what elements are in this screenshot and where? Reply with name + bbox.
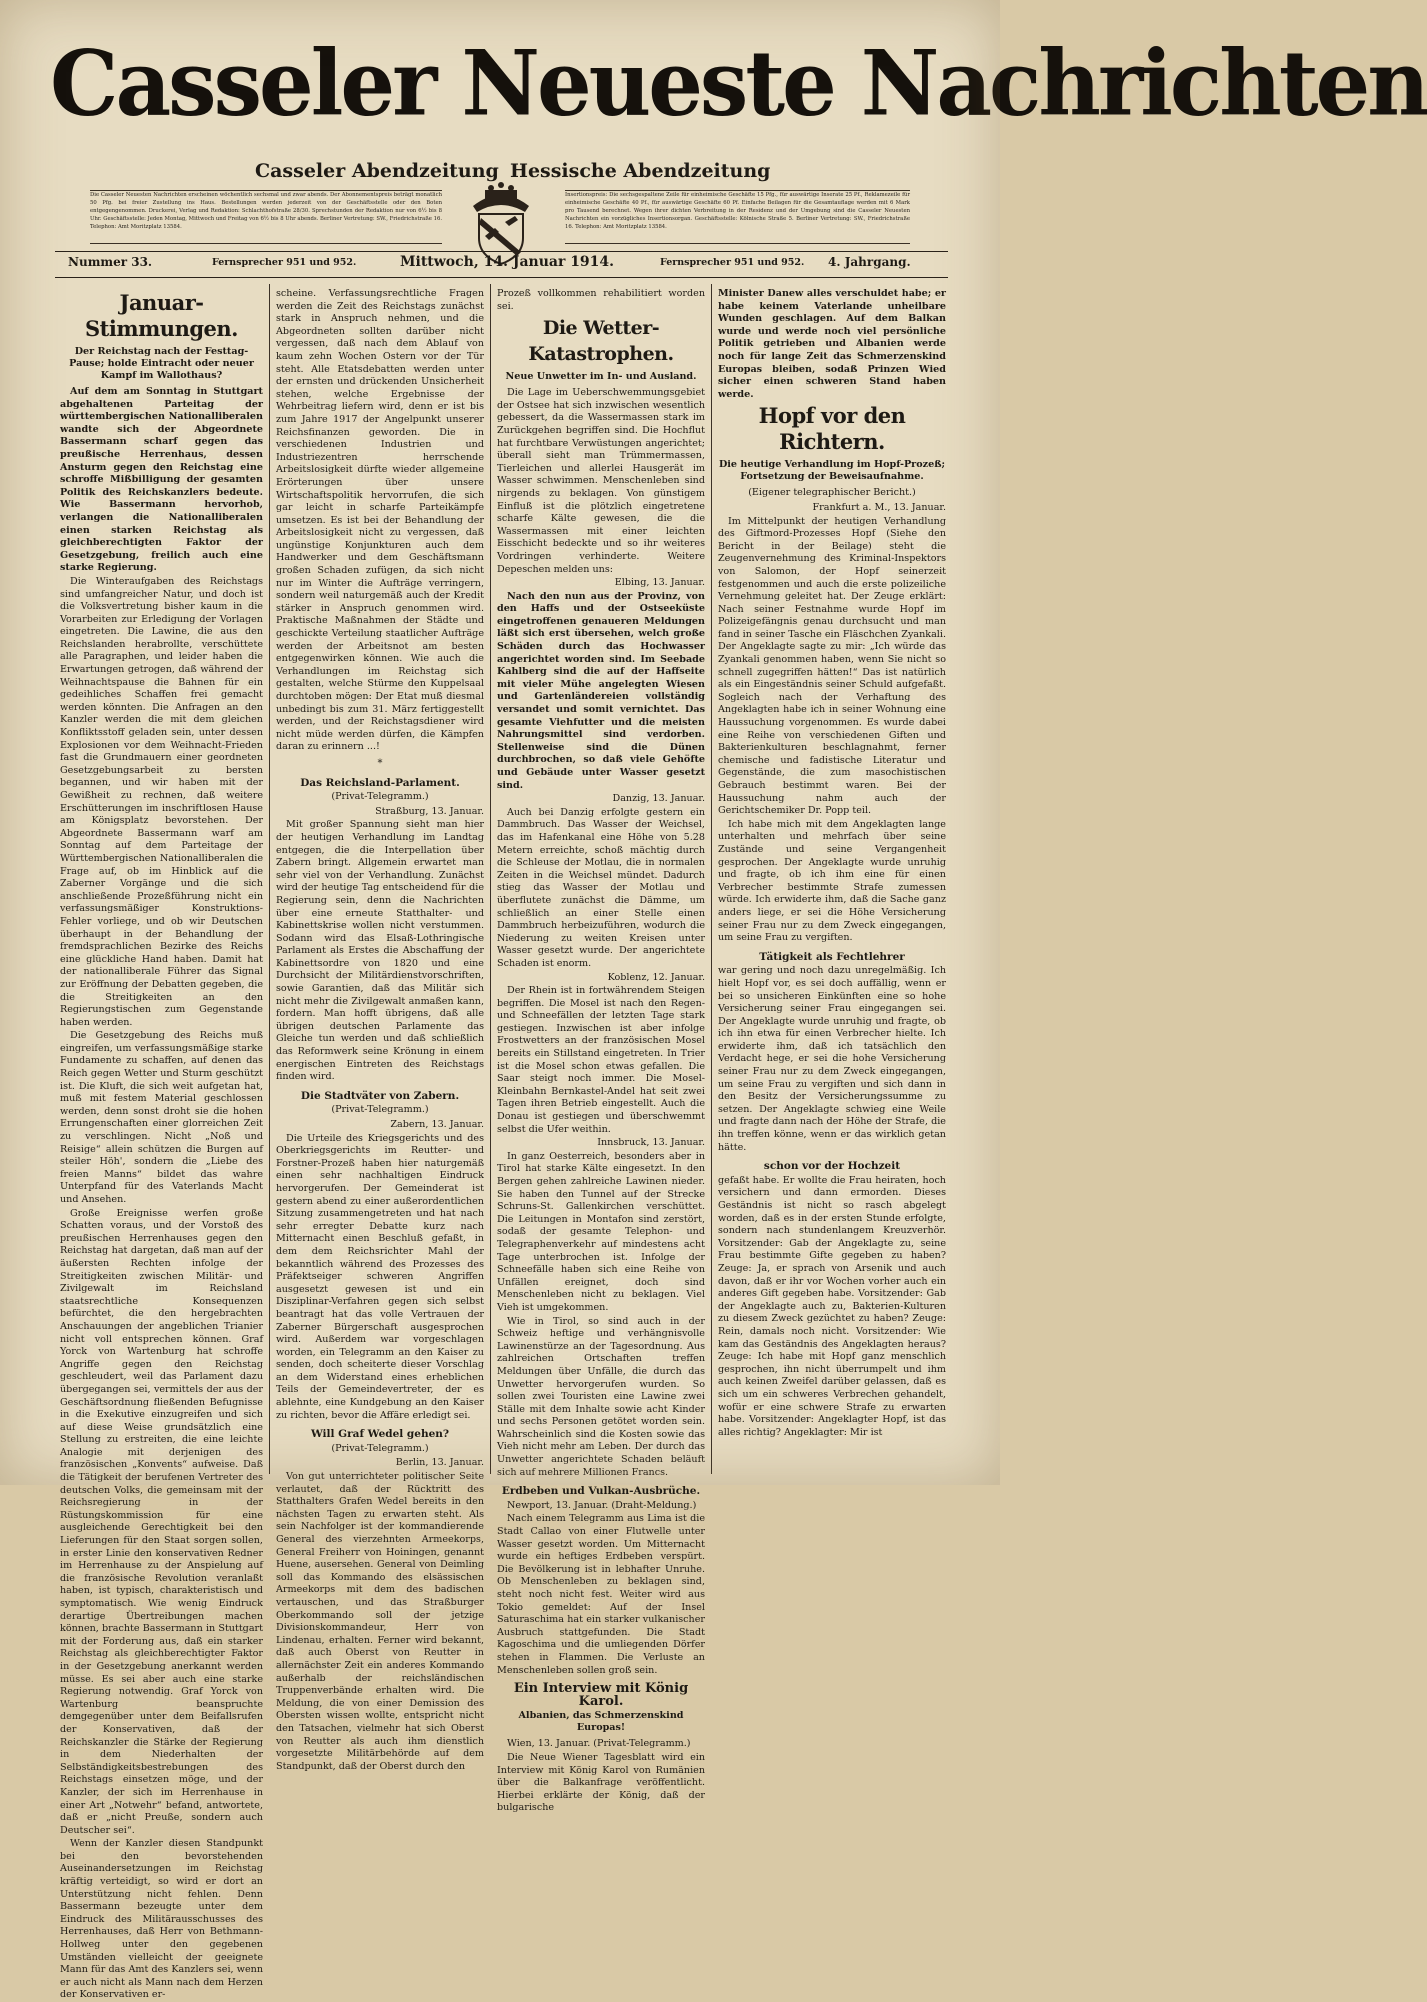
issue-number: Nummer 33. [68, 255, 153, 269]
article-column-4 [718, 288, 946, 1473]
masthead-subtitle-right: Hessische Abendzeitung [510, 160, 771, 182]
dateline: Koblenz, 12. Januar. [607, 971, 705, 983]
article-paragraph: Von gut unterrichteter politischer Seite verlautet, daß der Rücktritt des Statthalters Grafen Wedel bereits in den nächsten Tagen zu erwarten steht. Als sein Nachfolger ist der kommandierende General des vierzehnten Armeekorps, General Freiherr von Hoiningen, genannt Huene, ausersehen. General von Deimling soll das Kommando des elsässischen Armeekorps mit dem des badischen vertauschen, und das Straßburger Oberkommando soll der jetzige Divisionskommandeur, Herr von Lindenau, erhalten. Ferner wird bekannt, daß auch Oberst von Reutter in allernächster Zeit ein anderes Kommando außerhalb der reichsländischen Truppenverbände erhalten wird. Die Meldung, die von einer Demission des Obersten wissen wollte, entspricht nicht den Tatsachen, vielmehr hat sich Oberst von Reutter als auch ihm dienstlich vorgesetzte Militärbehörde auf dem Standpunkt, daß der Oberst durch den [276, 1471, 484, 1772]
article-column-2 [276, 288, 484, 1772]
section-title-zabern: Die Stadtväter von Zabern. [300, 1089, 460, 1102]
article-paragraph: Die Urteile des Kriegsgerichts und des Oberkriegsgerichts im Reutter- und Forstner-Prozeß haben hier naturgemäß einen sehr nachhaltigen Eindruck hervorgerufen. Der Gemeinderat ist gestern abend zu einer außerordentlichen Sitzung zusammengetreten und hat nach sehr erregter Debatte kurz nach Mitternacht einen Beschluß gefaßt, in dem dem Reichsrichter Mahl der bekanntlich während des Prozesses des Präfektseiger schweren Angriffen ausgesetzt gewesen ist und ein Disziplinar-Verfahren gegen sich selbst beantragt hat das volle Vertrauen der Zaberner Bürgerschaft ausgesprochen wird. Außerdem war vorgeschlagen worden, ein Telegramm an den Kaiser zu senden, doch scheiterte dieser Vorschlag an dem Widerstand eines erheblichen Teils der Gemeindevertreter, der es ablehnte, eine Kundgebung an den Kaiser zu richten, bevor die Affäre erledigt sei. [276, 1132, 484, 1421]
article-lead: Auf dem am Sonntag in Stuttgart abgehaltenen Parteitag der württembergischen Nationalliberalen wandte sich der Abgeordnete Bassermann scharf gegen das preußische Herrenhaus, dessen Ansturm gegen den Reichstag eine schroffe Mißbilligung der gesamten Politik des Reichskanzlers bedeute. Wie Bassermann hervorhob, verlangen die Nationalliberalen einen starken Reichstag als gleichberechtigten Faktor der Gesetzgebung, freilich auch eine starke Regierung. [60, 386, 263, 574]
section-title-reichsland: Das Reichsland-Parlament. [300, 776, 460, 789]
dateline: Straßburg, 13. Januar. [375, 805, 484, 817]
article-paragraph: Große Ereignisse werfen große Schatten voraus, und der Vorstoß des preußischen Herrenhauses gegen den Reichstag hat dargetan, daß man auf der äußersten Rechten infolge der Streitigkeiten zwischen Militär- und Zivilgewalt im Reichsland staatsrechtliche Konsequenzen befürchtet, die den hergebrachten Anschauungen der angeblichen Trianier nicht voll entsprechen können. Graf Yorck von Wartenburg hat schroffe Angriffe gegen den Reichstag geschleudert, weil das Parlament dazu übergegangen sei, vermittels der aus der Geschäftsordnung fließenden Befugnisse in die Exekutive einzugreifen und sich auf diese Weise grundsätzlich eine Stellung zu erstreiten, die eine leichte Analogie mit derjenigen des französischen „Konvents“ aufweise. Daß die Tätigkeit der berufenen Vertreter des deutschen Volks, die gemeinsam mit der Reichsregierung in der Rüstungskommission für eine ausgleichende Gerechtigkeit bei den Lieferungen für den Staat sorgen sollen, in erster Linie den konservativen Redner im Herrenhause zu der Anspielung auf die französische Revolution veranlaßt haben, ist typisch, charakteristisch und symptomatisch. Wie wenig Eindruck derartige Übertreibungen machen können, brachte Bassermann in Stuttgart mit der Forderung aus, daß ein starker Reichstag als gleichberechtigter Faktor in der Gesetzgebung anerkannt werden müsse. Es sei aber auch eine starke Regierung notwendig. Graf Yorck von Wartenburg beanspruchte demgegenüber unter dem Beifallsrufen der Konservativen, daß der Reichskanzler die Stärke der Regierung in dem Niederhalten der Selbständigkeitsbestrebungen des Reichstags einsetzen möge, und der Kanzler, der sich im Herrenhause in einer Art „Notwehr“ befand, antwortete, daß er „nicht Preuße, sondern auch Deutscher sei“. [60, 1207, 263, 1836]
issue-rule-bottom [55, 277, 948, 278]
dateline: Newport, 13. Januar. (Draht-Meldung.) [507, 1499, 697, 1511]
article-paragraph: Auch bei Danzig erfolgte gestern ein Dammbruch. Das Wasser der Weichsel, das im Hafenkanal eine Höhe von 5.28 Metern erreichte, schoß mächtig durch die Schleuse der Motlau, die in normalen Zeiten in die Weichsel mündet. Dadurch stieg das Wasser der Motlau und überflutete zunächst die Dämme, um schließlich an einer Stelle einen Dammbruch herbeizuführen, wodurch die Niederung zu weiten Kreisen unter Wasser gesetzt wurde. Der angerichtete Schaden ist enorm. [497, 806, 705, 969]
section-title-erdbeben: Erdbeben und Vulkan-Ausbrüche. [501, 1485, 701, 1498]
article-paragraph: gefaßt habe. Er wollte die Frau heiraten, hoch versichern und dann ermorden. Dieses Geständnis ist nicht so rasch abgelegt worden, daß es in der ersten Stunde erfolgte, sondern nach stundenlangem Kreuzverhör. Vorsitzender: Gab der Angeklagte zu, seine Frau bestimmte Gifte gegeben zu haben? Zeuge: Ja, er sprach von Arsenik und auch davon, daß er ihr vor Wochen vorher auch ein anderes Gift gegeben habe. Vorsitzender: Gab der Angeklagte auch zu, Bakterien-Kulturen zu diesem Zweck gezüchtet zu haben? Zeuge: Rein, damals noch nicht. Vorsitzender: Wie kam das Geständnis des Angeklagten heraus? Zeuge: Ich habe mit Hopf ganz menschlich gesprochen, ihn nicht überrumpelt und ihm auch keinen Zweifel darüber gelassen, daß es sich um ein schweres Verbrechen gehandelt, wofür er eine schwere Strafe zu erwarten habe. Vorsitzender: Angeklagter Hopf, ist das alles richtig? Angeklagter: Mir ist [718, 1174, 946, 1438]
article-paragraph: Wenn der Kanzler diesen Standpunkt bei den bevorstehenden Auseinandersetzungen im Reichstag kräftig verteidigt, so wird er dort an Unterstützung nicht fehlen. Denn Bassermann bezeugte unter dem Eindruck des Militärausschusses des Herrenhauses, daß Herr von Bethmann-Hollweg unter den gegebenen Umständen vielleicht der geeignete Mann für das Amt des Kanzlers sei, wenn er auch nicht als Mann nach dem Herzen der Konservativen er- [60, 1838, 263, 2001]
section-source: (Privat-Telegramm.) [331, 1104, 429, 1116]
article-paragraph: Nach den nun aus der Provinz, von den Haffs und der Ostseeküste eingetroffenen genaueren Meldungen läßt sich erst übersehen, welch große Schäden durch das Hochwasser angerichtet worden sind. Im Seebade Kahlberg sind die auf der Haffseite mit vieler Mühe angelegten Wiesen und Gartenländereien vollständig versandet und somit vernichtet. Das gesamte Viehfutter und die meisten Nahrungsmittel sind verdorben. Stellenweise sind die Dünen durchbrochen, so daß viele Gehöfte und Gebäude unter Wasser gesetzt sind. [497, 590, 705, 791]
dateline: Wien, 13. Januar. (Privat-Telegramm.) [507, 1738, 691, 1750]
separator-icon: * [377, 757, 383, 769]
article-paragraph: Prozeß vollkommen rehabilitiert worden sei. [497, 288, 705, 312]
article-column-1 [60, 288, 263, 2001]
dateline: Danzig, 13. Januar. [612, 793, 705, 805]
dateline: Berlin, 13. Januar. [395, 1457, 484, 1469]
subhead-reichstag: Der Reichstag nach der Festtag-Pause; holde Eintracht oder neuer Kampf im Wallothaus? [69, 346, 254, 381]
article-paragraph: Die Neue Wiener Tagesblatt wird ein Interview mit König Karol von Rumänien über die Balkanfrage veröffentlicht. Hierbei erklärte der König, daß der bulgarische [497, 1751, 705, 1814]
phone-left: Fernsprecher 951 und 952. [212, 257, 357, 268]
section-source: (Privat-Telegramm.) [331, 791, 429, 803]
issue-rule-top [55, 251, 948, 252]
subscription-info: Die Casseler Neuesten Nachrichten erscheinen wöchentlich sechsmal und zwar abends. Der Abonnementspreis beträgt monatlich 50 Pfg. bei freier Zustellung ins Haus. Bestellungen werden jederzeit von der Geschäftsstelle oder den Boten entgegengenommen. Druckerei, Verlag und Redaktion: Schlachthofstraße 28/30. Sprechstunden der Redaktion nur von 6½ bis 8 Uhr. Geschäftsstelle: Jeden Montag, Mittwoch und Freitag von 6½ bis 8 Uhr abends. Berliner Vertretung: SW., Friedrichstraße 16. Telephon: Amt Moritzplatz 13584. [90, 190, 442, 244]
article-paragraph: Die Gesetzgebung des Reichs muß eingreifen, um verfassungsmäßige starke Fundamente zu schaffen, auf denen das Reich gegen Wetter und Sturm geschützt ist. Die Kluft, die sich weit aufgetan hat, muß mit festem Material geschlossen werden, denn sonst droht sie die hohen Errungenschaften einer glorreichen Zeit zu verschlingen. Nicht „Noß und Reisige“ allein schützen die Burgen auf steiler Höh', sondern die „Liebe des freien Manns“ bildet das wahre Unterpfand für des Vaterlands Macht und Ansehen. [60, 1030, 263, 1205]
dateline: Innsbruck, 13. Januar. [597, 1137, 705, 1149]
section-title-fechtlehrer: Tätigkeit als Fechtlehrer [759, 950, 905, 963]
article-paragraph: Minister Danew alles verschuldet habe; er habe keinem Vaterlande unheilbare Wunden geschlagen. Auf dem Balkan wurde und werde noch viel persönliche Politik getrieben und Albanien werde noch für lange Zeit das Schmerzenskind Europas bleiben, sodaß Prinzen Wied sicher einen schweren Stand haben werde. [718, 288, 946, 400]
article-paragraph: war gering und noch dazu unregelmäßig. Ich hielt Hopf vor, es sei doch auffällig, wenn er bei so unsicheren Einkünften eine so hohe Versicherung seiner Frau eingegangen sei. Der Angeklagte wurde unruhig und fragte, ob ich ihn etwa für einen Verbrecher hielte. Ich erwiderte ihm, daß ich tatsächlich den Verdacht hege, er sei die hohe Versicherung seiner Frau nur zu dem Zweck eingegangen, um seine Frau zu vergiften und sich dann in den Besitz der Versicherungssumme zu setzen. Der Angeklagte schwieg eine Weile und fragte dann nach der Höhe der Strafe, die ihn treffen könne, wenn er das wirklich getan hätte. [718, 965, 946, 1153]
column-rule [269, 284, 270, 1474]
article-paragraph: Ich habe mich mit dem Angeklagten lange unterhalten und mehrfach über seine Zustände und seine Vergangenheit gesprochen. Der Angeklagte wurde unruhig und fragte, ob ich ihm eine für einen Verbrecher bestimmte Strafe zumessen würde. Ich erwiderte ihm, daß die Sache ganz anders liege, er sei die Höhe Versicherung seiner Frau nur zu dem Zweck eingegangen, um seine Frau zu vergiften. [718, 818, 946, 944]
article-paragraph: scheine. Verfassungsrechtliche Fragen werden die Zeit des Reichstags zunächst stark in Anspruch nehmen, und die Abgeordneten sollten darüber nicht vergessen, daß nach dem Ablauf von kaum zehn Wochen Ostern vor der Tür steht. Alle Etatsdebatten werden unter der ernsten und drückenden Unsicherheit stehen, welche Ergebnisse der Wehrbeitrag liefern wird, denn er ist bis zum Jahre 1917 der Angelpunkt unserer Reichsfinanzen geworden. Die in verschiedenen Industrien und Industriezentren herrschende Arbeitslosigkeit dürfte wieder allgemeine Erörterungen über unsere Wirtschaftspolitik hervorrufen, die sich gar leicht in scharfe Parteikämpfe umsetzen. Es ist bei der Behandlung der Arbeitslosigkeit nicht zu vergessen, daß ungünstige Konjunkturen auch dem Handwerker und dem Geschäftsmann großen Schaden zufügen, da sich nicht nur im Winter die Aufträge verringern, sondern weil naturgemäß auch der Kredit stärker in Anspruch genommen wird. Praktische Maßnahmen der Städte und geschickte Verteilung staatlicher Aufträge werden der Arbeitsnot am besten entgegenwirken können. Wie auch die Verhandlungen im Reichstag sich gestalten, welche Stürme den Kuppelsaal durchtoben mögen: Der Etat muß diesmal unbedingt bis zum 31. März fertiggestellt werden, und der Reichstagsdiener wird nicht müde werden dürfen, die Kämpfen daran zu erinnern ...! [276, 288, 484, 753]
section-title-interview: Ein Interview mit König Karol. [513, 1681, 689, 1709]
headline-wetter-katastrophen: Die Wetter-Katastrophen. [528, 317, 674, 366]
article-paragraph: Im Mittelpunkt der heutigen Verhandlung des Giftmord-Prozesses Hopf (Siehe den Bericht in der Beilage) steht die Zeugenvernehmung des Kriminal-Inspektors von Salomon, der Hopf seinerzeit festgenommen und auch die erste polizeiliche Vernehmung geleitet hat. Der Zeuge erklärt: Nach seiner Festnahme wurde Hopf im Polizeigefängnis genau durchsucht und man fand in seiner Tasche ein Fläschchen Zyankali. Der Angeklagte sagte zu mir: „Ich würde das Zyankali genommen haben, wenn Sie nicht so schnell zugegriffen hätten!“ Das ist natürlich als ein Eingeständnis seiner Schuld aufgefaßt. Sogleich nach der Verhaftung des Angeklagten habe ich in seiner Wohnung eine Haussuchung vorgenommen. Es wurde dabei eine Reihe von verschiedenen Giften und Bakterienkulturen beschlagnahmt, ferner chemische und fadistische Literatur und Gegenstände, die zum masochistischen Gebrauch bestimmt waren. Bei der Haussuchung nahm auch der Gerichtschemiker Dr. Popp teil. [718, 515, 946, 817]
subhead-albanien: Albanien, das Schmerzenskind Europas! [518, 1710, 684, 1734]
issue-bar [60, 255, 950, 275]
section-source: (Privat-Telegramm.) [331, 1442, 429, 1454]
headline-januar-stimmungen: Januar-Stimmungen. [85, 290, 238, 341]
article-paragraph: Der Rhein ist in fortwährendem Steigen begriffen. Die Mosel ist nach den Regen- und Schneefällen der letzten Tage stark gestiegen. Inzwischen ist aber infolge Frostwetters an der französischen Mosel bereits ein Stillstand eingetreten. In Trier ist die Mosel schon etwas gefallen. Die Saar steigt noch immer. Die Mosel-Kleinbahn Bernkastel-Andel hat seit zwei Tagen ihren Betrieb eingestellt. Auch die Donau ist gestiegen und überschwemmt selbst die Ufer weithin. [497, 985, 705, 1135]
article-paragraph: Mit großer Spannung sieht man hier der heutigen Verhandlung im Landtag entgegen, die die Interpellation über Zabern bringt. Allgemein erwartet man sehr viel von der Verhandlung. Zunächst wird der heutige Tag entscheidend für die Regierung sein, denn die Nachrichten über eine erneute Statthalter- und Kabinettskrise wollen nicht verstummen. Sodann wird das Elsaß-Lothringische Parlament als Erstes die Abschaffung der Kabinettsordre von 1820 und eine Durchsicht der Militärdienstvorschriften, sowie Garantien, daß das Militär sich nicht mehr die Zivilgewalt anmaßen kann, fordern. Man hofft übrigens, daß alle übrigen deutschen Parlamente das Gleiche tun werden und daß schließlich das Reformwerk seine Krönung in einem energischen Eintreten des Reichstags finden wird. [276, 819, 484, 1083]
masthead-title: Casseler Neueste Nachrichten [50, 30, 1427, 137]
article-paragraph: Wie in Tirol, so sind auch in der Schweiz heftige und verhängnisvolle Lawinenstürze an der Tagesordnung. Aus zahlreichen Ortschaften treffen Meldungen über Unfälle, die durch das Unwetter hervorgerufen wurden. So sollen zwei Touristen eine Lawine zwei Ställe mit dem Inhalte sowie acht Kinder und sechs Personen getötet worden sein. Wahrscheinlich sind die Kosten sowie das Vieh nicht mehr am Leben. Der durch das Unwetter angerichtete Schaden beläuft sich auf mehrere Millionen Francs. [497, 1315, 705, 1478]
subhead-hopf-prozess: Die heutige Verhandlung im Hopf-Prozeß; Fortsetzung der Beweisaufnahme. [718, 459, 946, 483]
article-paragraph: In ganz Oesterreich, besonders aber in Tirol hat starke Kälte eingesetzt. In den Bergen gehen zahlreiche Lawinen nieder. Sie haben den Tunnel auf der Strecke Schruns-St. Gallenkirchen verschüttet. Die Leitungen in Montafon sind zerstört, sodaß der gesamte Telephon- und Telegraphenverkehr auf mindestens acht Tage unterbrochen ist. Infolge der Schneefälle haben sich eine Reihe von Unfällen ereignet, doch sind Menschenleben nicht zu beklagen. Viel Vieh ist umgekommen. [497, 1150, 705, 1313]
article-paragraph: Die Lage im Ueberschwemmungsgebiet der Ostsee hat sich inzwischen wesentlich gebessert, da die Wassermassen stark im Zurückgehen begriffen sind. Die Hochflut hat furchtbare Verwüstungen angerichtet; überall sieht man Trümmermassen, Tierleichen und allerlei Hausgerät im Wasser schwimmen. Menschenleben sind nirgends zu beklagen. Von günstigem Einfluß ist die plötzlich eingetretene scharfe Kälte gewesen, die die Wassermassen mit einer leichten Eisschicht bedeckte und so ihr weiteres Vordringen verhinderte. Weitere Depeschen melden uns: [497, 387, 705, 575]
subhead-unwetter: Neue Unwetter im In- und Ausland. [505, 371, 697, 383]
section-title-wedel: Will Graf Wedel gehen? [310, 1428, 450, 1441]
headline-hopf: Hopf vor den Richtern. [758, 403, 906, 455]
issue-date: Mittwoch, 14. Januar 1914. [400, 254, 615, 270]
phone-right: Fernsprecher 951 und 952. [660, 257, 805, 268]
column-rule [711, 284, 712, 1474]
advertising-info: Insertionspreis: Die sechsgespaltene Zeile für einheimische Geschäfte 15 Pfg., für auswärtige Inserate 25 Pf., Reklamezeile für einheimische Geschäfte 40 Pf., für auswärtige Geschäfte 60 Pf. Einfache Beilagen für die Gesamtauflage werden mit 6 Mark pro Tausend berechnet. Wegen ihrer dichten Verbreitung in der Residenz und der Umgebung sind die Casseler Neuesten Nachrichten ein vorzügliches Insertionsorgan. Geschäftsstelle: Kölnische Straße 5. Berliner Vertretung: SW., Friedrichstraße 16. Telephon: Amt Moritzplatz 13584. [565, 190, 910, 244]
article-paragraph: Die Winteraufgaben des Reichstags sind umfangreicher Natur, und doch ist die Volksvertretung bisher kaum in die Vorarbeiten zur Erledigung der Vorlagen eingetreten. Die Lawine, die aus den Reichslanden herabrollte, verschüttete alle Paragraphen, und leider haben die Erwartungen getrogen, daß während der Weihnachtspause die Bahnen für ein gedeihliches Schaffen frei gemacht werden könnten. Die Anfragen an den Kanzler werden die mit dem gleichen Konfliktsstoff geladen sein, unter dessen Explosionen vor dem Weihnacht-Frieden fast die Grundmauern einer geordneten Gesetzgebungsarbeit zu bersten begannen, und wir haben mit der Gewißheit zu rechnen, daß weitere Erschütterungen im inschriftlosen Hause am Königsplatz bevorstehen. Der Abgeordnete Bassermann warf am Sonntag auf dem Parteitage der Württembergischen Nationalliberalen die Frage auf, ob im Hinblick auf die Zaberner Vorgänge und die sich anschließende Prozeßführung nicht ein verfassungsmäßiger Konstruktions-Fehler vorliege, und ob wir Deutschen überhaupt in der Behandlung der fremdsprachlichen Bezirke des Reichs eine glückliche Hand haben. Damit hat der nationalliberale Führer das Signal zur Eröffnung der Debatten gegeben, die die Streitigkeiten an den Regierungstischen zum Gegenstande haben werden. [60, 575, 263, 1028]
dateline: Elbing, 13. Januar. [614, 577, 705, 589]
dateline: Frankfurt a. M., 13. Januar. [812, 501, 946, 513]
masthead-subtitle-left: Casseler Abendzeitung [255, 160, 499, 182]
column-rule [490, 284, 491, 1474]
article-paragraph: Nach einem Telegramm aus Lima ist die Stadt Callao von einer Flutwelle unter Wasser gesetzt worden. Um Mitternacht wurde ein heftiges Erdbeben verspürt. Die Bevölkerung ist in lebhafter Unruhe. Ob Menschenleben zu beklagen sind, steht noch nicht fest. Weiter wird aus Tokio gemeldet: Auf der Insel Saturaschima hat ein starker vulkanischer Ausbruch stattgefunden. Die Stadt Kagoschima und die umliegenden Dörfer stehen in Flammen. Die Verluste an Menschenleben sollen groß sein. [497, 1513, 705, 1676]
article-column-3 [497, 288, 705, 1814]
dateline: Zabern, 13. Januar. [390, 1119, 484, 1130]
volume: 4. Jahrgang. [828, 255, 911, 269]
section-source: (Eigener telegraphischer Bericht.) [748, 487, 916, 499]
section-title-hochzeit: schon vor der Hochzeit [763, 1160, 901, 1173]
